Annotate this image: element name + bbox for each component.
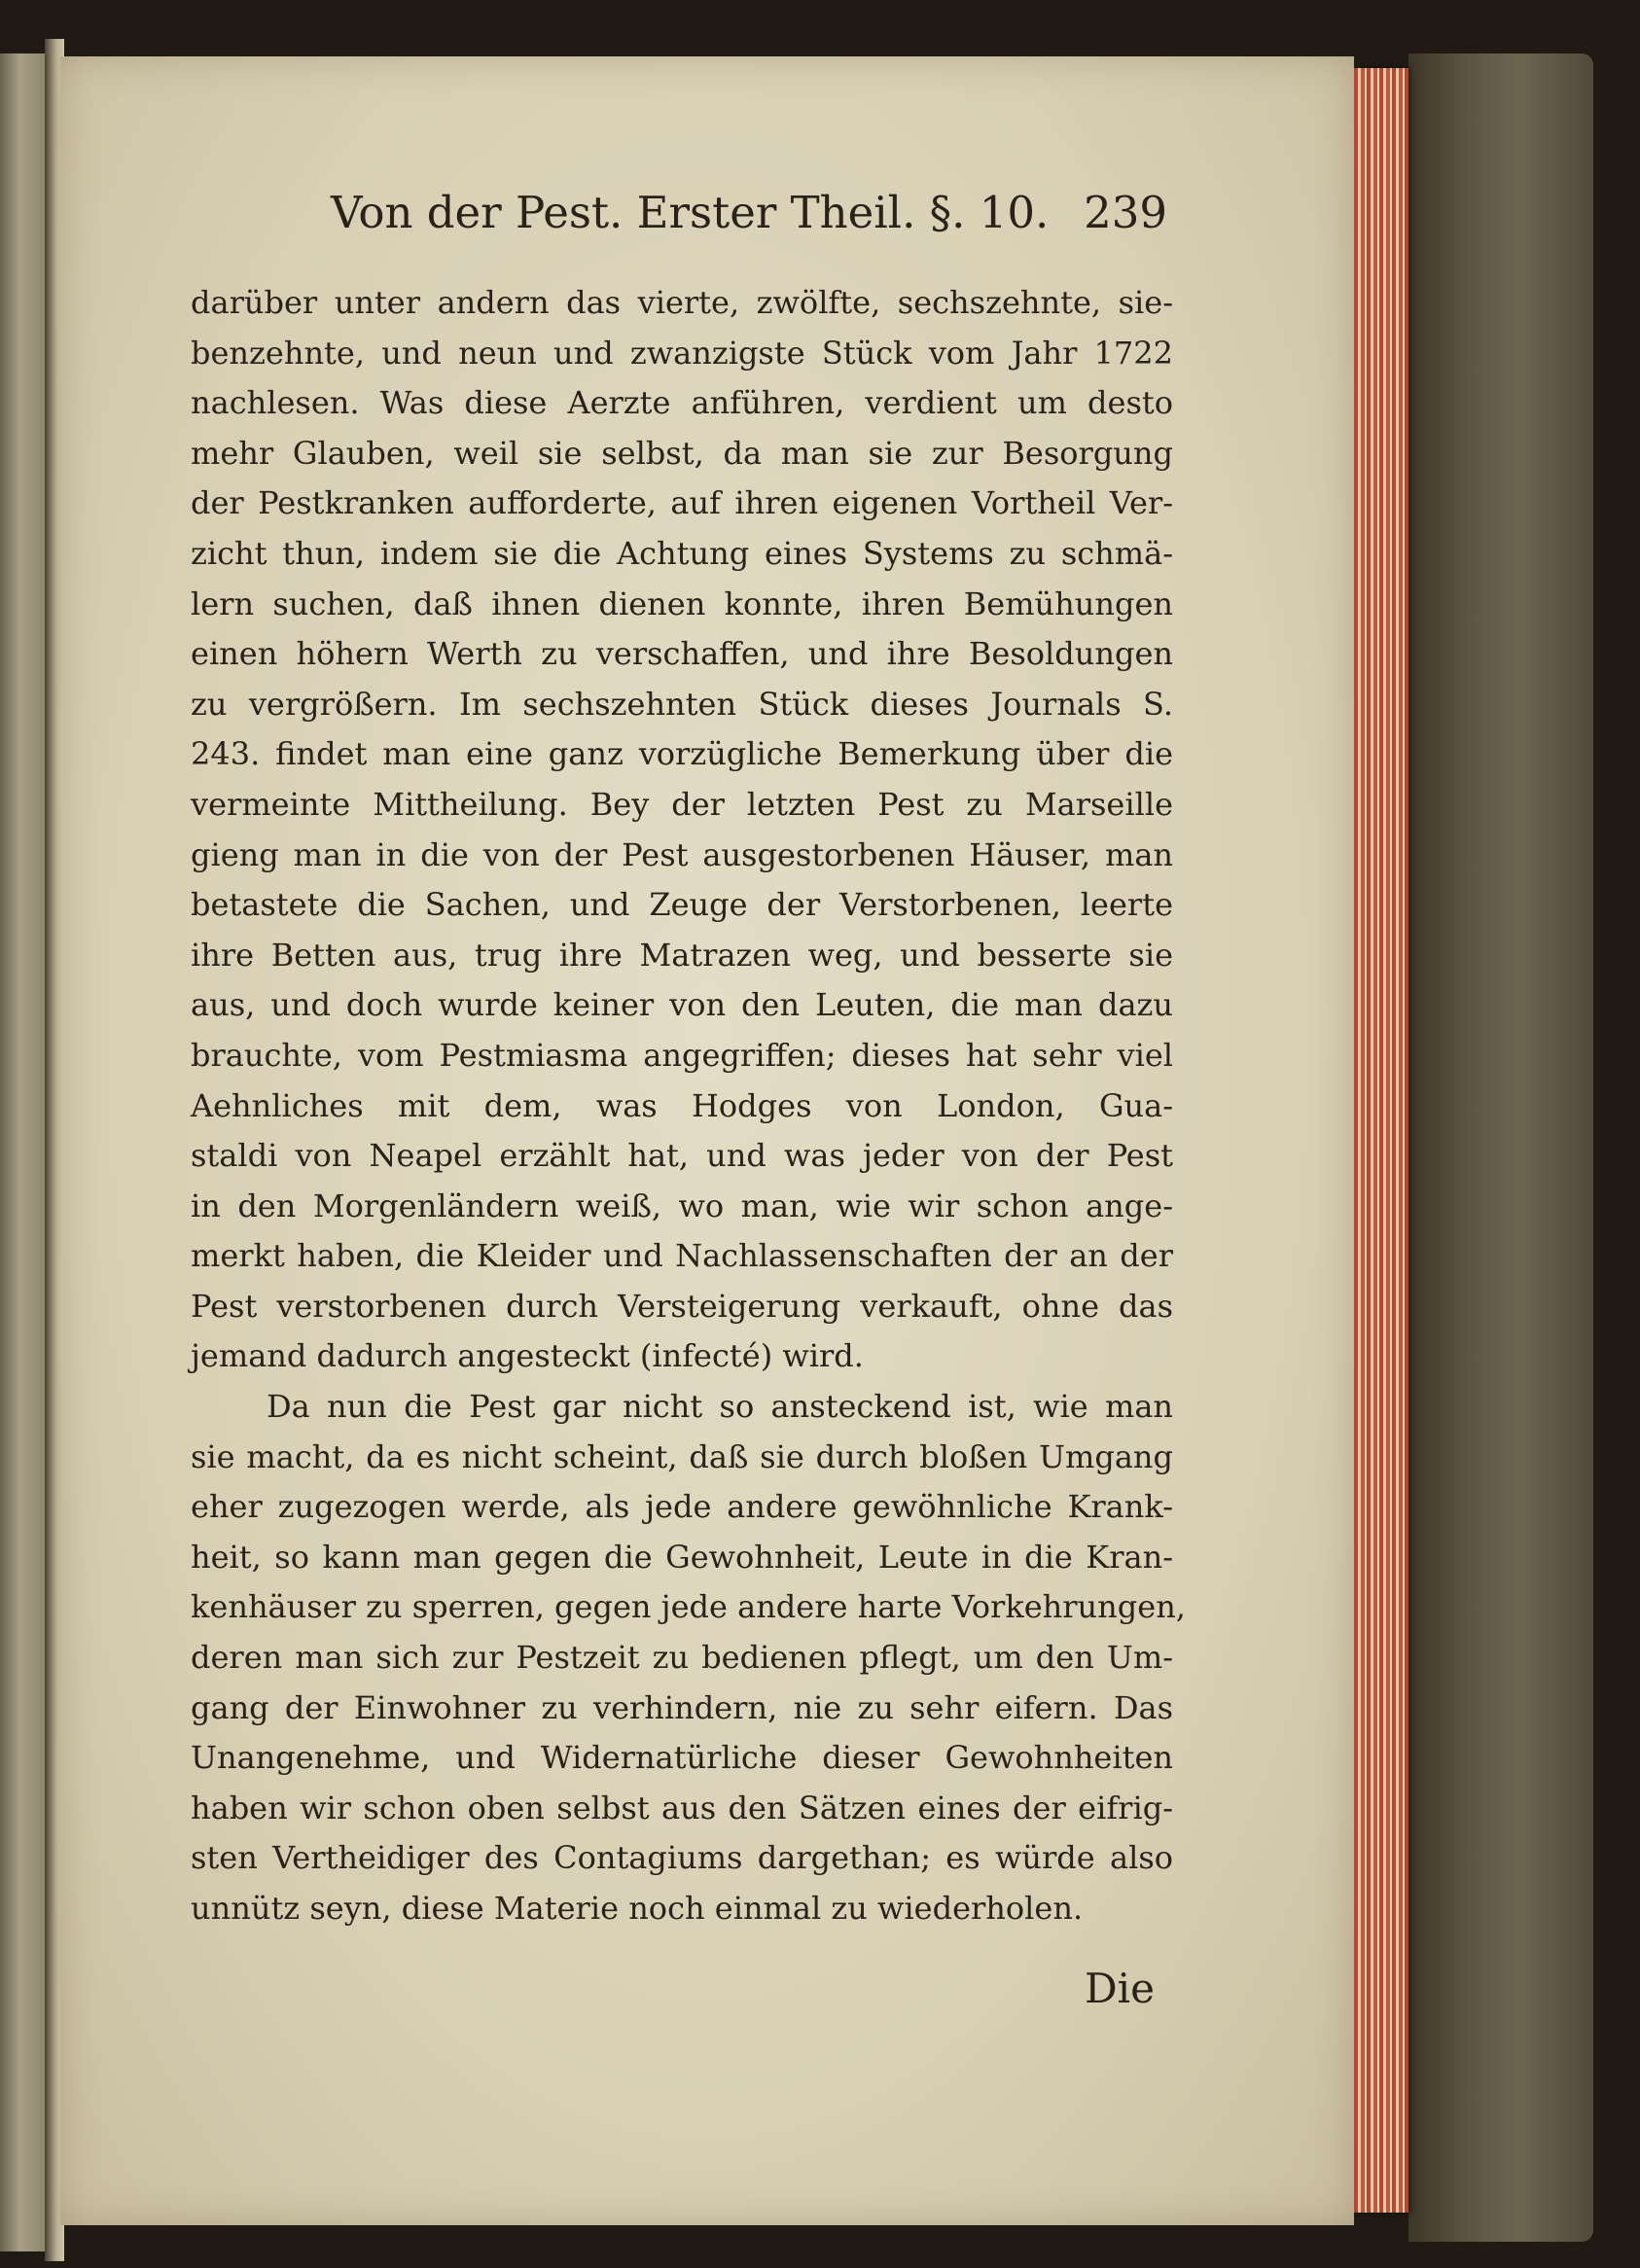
text-line: 243. findet man eine ganz vorzügliche Bemerkung über die [191,735,1173,773]
paragraph-1 [191,278,1173,1382]
text-line: jemand dadurch angesteckt (infecté) wird. [191,1337,864,1375]
text-line: gieng man in die von der Pest ausgestorbenen Häuser, man [191,835,1173,873]
text-line: lern suchen, daß ihnen dienen konnte, ihren Bemühungen [191,585,1173,622]
text-line: zu vergrößern. Im sechszehnten Stück dieses Journals S. [191,685,1173,723]
text-line: Unangenehme, und Widernatürliche dieser Gewohnheiten [191,1739,1173,1777]
text-line: Pest verstorbenen durch Versteigerung verkauft, ohne das [191,1287,1173,1325]
text-line: Aehnliches mit dem, was Hodges von London, Gua- [191,1086,1173,1124]
text-line: unnütz seyn, diese Materie noch einmal zu wiederholen. [191,1890,1084,1927]
text-line: der Pestkranken aufforderte, auf ihren eigenen Vortheil Ver- [191,484,1173,522]
text-line: eher zugezogen werde, als jede andere gewöhnliche Krank- [191,1488,1173,1526]
paragraph-2 [191,1382,1186,1934]
text-line: sie macht, da es nicht scheint, daß sie durch bloßen Umgang [191,1437,1173,1475]
book-cover [1408,53,1593,2242]
running-title: Von der Pest. Erster Theil. §. 10. [331,187,1050,238]
facing-page-edge [0,53,45,2251]
text-line: kenhäuser zu sperren, gegen jede andere harte Vorkehrungen, [191,1588,1186,1626]
body-text [191,278,1186,1934]
text-line: deren man sich zur Pestzeit zu bedienen pflegt, um den Um- [191,1639,1173,1677]
text-line: einen höhern Werth zu verschaffen, und ihre Besoldungen [191,635,1173,673]
text-line: vermeinte Mittheilung. Bey der letzten Pest zu Marseille [191,785,1173,823]
text-line: benzehnte, und neun und zwanzigste Stück vom Jahr 1722 [191,334,1173,372]
text-line: Da nun die Pest gar nicht so ansteckend ist, wie man [267,1388,1173,1426]
text-line: sten Vertheidiger des Contagiums dargethan; es würde also [191,1839,1173,1877]
page-number: 239 [1084,187,1167,238]
text-line: mehr Glauben, weil sie selbst, da man sie zur Besorgung [191,434,1173,472]
text-line: ihre Betten aus, trug ihre Matrazen weg, und besserte sie [191,936,1173,974]
text-line: brauchte, vom Pestmiasma angegriffen; dieses hat sehr viel [191,1036,1173,1074]
page-edges-red [1354,68,1408,2213]
text-line: aus, und doch wurde keiner von den Leuten, die man dazu [191,986,1173,1024]
text-line: heit, so kann man gegen die Gewohnheit, Leute in die Kran- [191,1538,1173,1576]
text-line: gang der Einwohner zu verhindern, nie zu sehr eifern. Das [191,1688,1173,1726]
text-line: darüber unter andern das vierte, zwölfte, sechszehnte, sie- [191,284,1173,321]
text-line: staldi von Neapel erzählt hat, und was jeder von der Pest [191,1137,1173,1175]
text-line: merkt haben, die Kleider und Nachlassenschaften der an der [191,1237,1173,1275]
page-header [331,187,1167,245]
catchword: Die [1085,1965,1155,2012]
text-line: betastete die Sachen, und Zeuge der Verstorbenen, leerte [191,886,1173,924]
text-line: zicht thun, indem sie die Achtung eines Systems zu schmä- [191,534,1173,572]
text-line: in den Morgenländern weiß, wo man, wie wir schon ange- [191,1187,1173,1224]
text-line: nachlesen. Was diese Aerzte anführen, verdient um desto [191,384,1173,422]
text-line: haben wir schon oben selbst aus den Sätzen eines der eifrig- [191,1789,1173,1826]
